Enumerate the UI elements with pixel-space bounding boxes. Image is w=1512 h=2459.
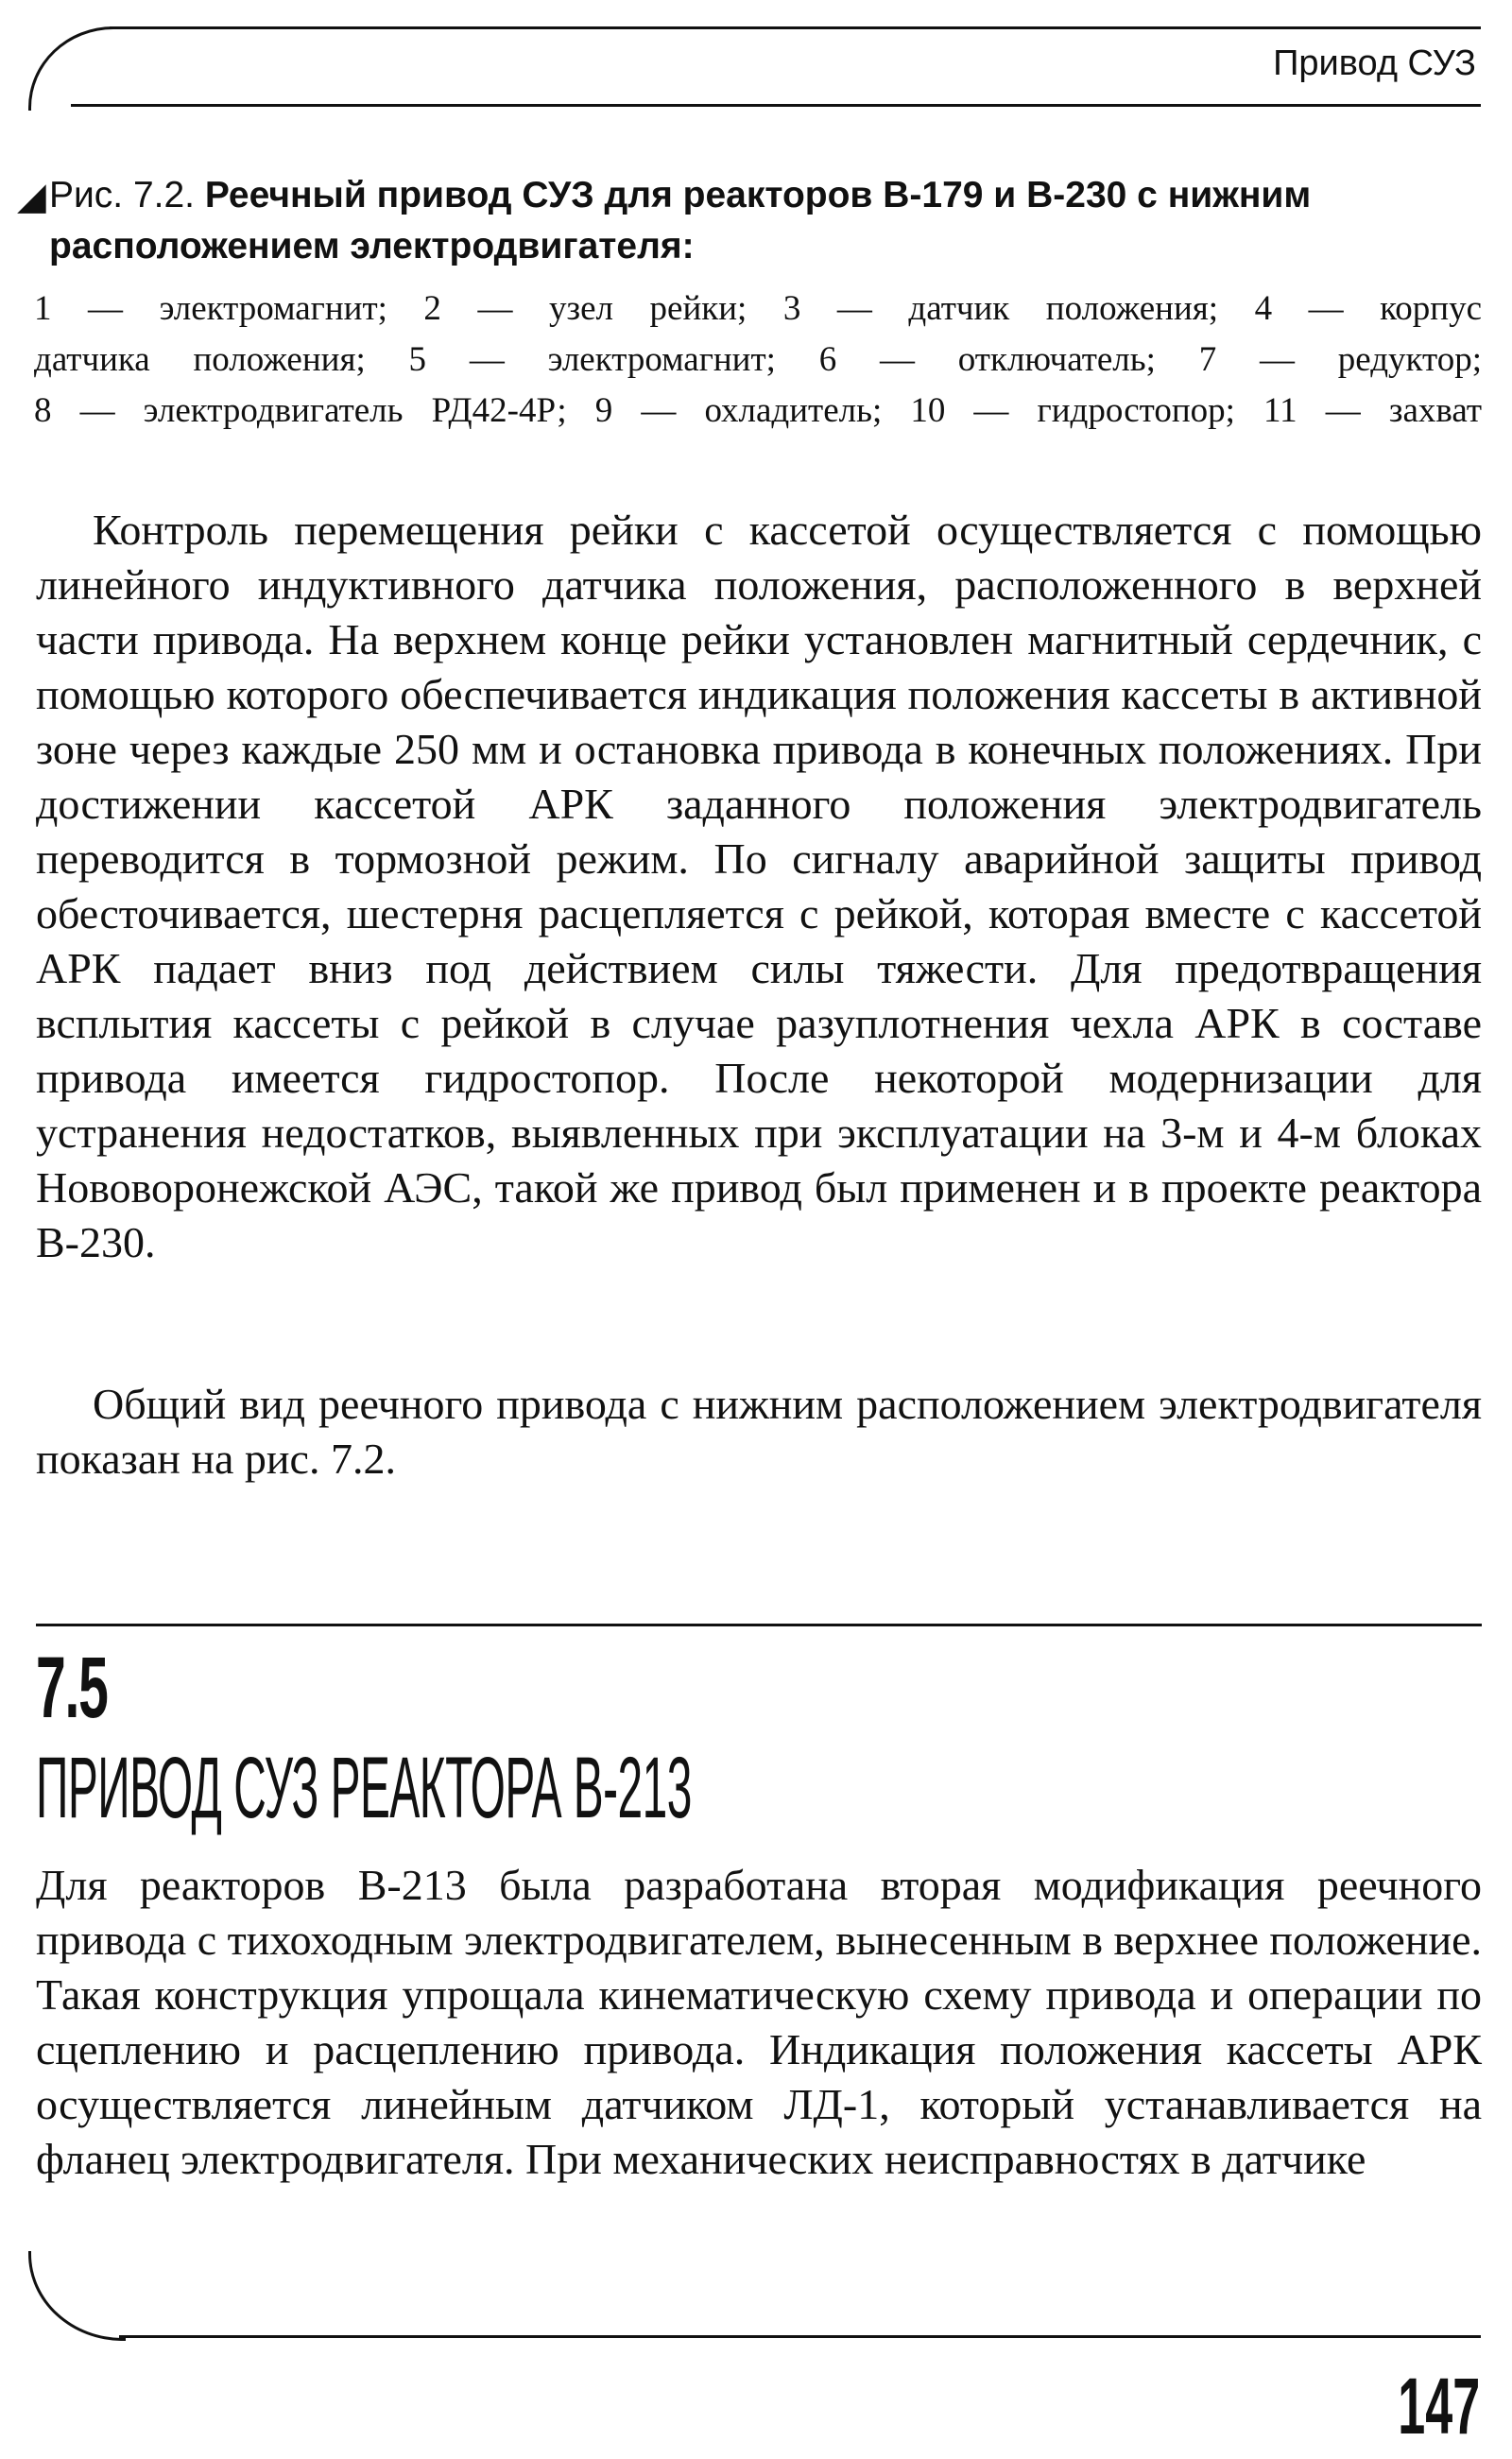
body-paragraph: Общий вид реечного привода с нижним расположением электродвигателя показан на рис. 7.2. bbox=[36, 1380, 1482, 1483]
section-number: 7.5 bbox=[36, 1640, 108, 1736]
figure-legend bbox=[34, 284, 1482, 437]
running-title: Привод СУЗ bbox=[1273, 43, 1476, 83]
legend-line: 1 — электромагнит; 2 — узел рейки; 3 — датчик положения; 4 — корпус bbox=[34, 289, 1482, 328]
legend-line: датчика положения; 5 — электромагнит; 6 — отключатель; 7 — редуктор; bbox=[34, 340, 1482, 379]
footer-rule bbox=[119, 2335, 1481, 2338]
body-text-block bbox=[36, 503, 1482, 1270]
section-text-block bbox=[36, 1858, 1482, 2187]
legend-line: 8 — электродвигатель РД42-4Р; 9 — охладитель; 10 — гидростопор; 11 — захват bbox=[34, 391, 1482, 430]
page-number: 147 bbox=[1398, 2362, 1480, 2450]
footer-corner-decoration bbox=[28, 2251, 126, 2341]
section-rule bbox=[36, 1624, 1482, 1626]
page-corner-mark-icon: ◢ bbox=[17, 175, 46, 218]
header-top-rule bbox=[110, 26, 1481, 29]
header-corner-decoration bbox=[28, 26, 116, 111]
header-rule bbox=[71, 104, 1481, 107]
body-text-block bbox=[36, 1377, 1482, 1487]
body-paragraph: Контроль перемещения рейки с кассетой осуществляется с помощью линейного индуктивного датчика положения, расположенного в верхней части привода. На верхнем конце рейки установлен магнитный сердечник, с помощью которого обеспечивается индикация положения кассеты в активной зоне через каждые 250 мм и остановка привода в конечных положениях. При достижении кассетой АРК заданного положения электродвигатель переводится в тормозной режим. По сигналу аварийной защиты привод обесточивается, шестерня расцепляется с рейкой, которая вместе с кассетой АРК падает вниз под действием силы тяжести. Для предотвращения всплытия кассеты с рейкой в случае разуплотнения чехла АРК в составе привода имеется гидростопор. После некоторой модернизации для устранения недостатков, выявленных при эксплуатации на 3-м и 4-м блоках Нововоронежской АЭС, такой же привод был применен и в проекте реактора В-230. bbox=[36, 506, 1482, 1266]
figure-title: Реечный привод СУЗ для реакторов В-179 и В-230 с нижним расположением электродвигателя: bbox=[49, 175, 1312, 267]
figure-caption bbox=[17, 170, 1482, 437]
section-title: ПРИВОД СУЗ РЕАКТОРА В-213 bbox=[36, 1740, 692, 1836]
figure-label: Рис. 7.2. bbox=[49, 175, 196, 215]
section-paragraph: Для реакторов В-213 была разработана вторая модификация реечного привода с тихоходным электродвигателем, вынесенным в верхнее положение. Такая конструкция упрощала кинематическую схему привода и операции по сцеплению и расцеплению привода. Индикация положения кассеты АРК осуществляется линейным датчиком ЛД-1, который устанавливается на фланец электродвигателя. При механических неисправностях в датчике bbox=[36, 1861, 1482, 2183]
caption-heading bbox=[49, 170, 1482, 272]
